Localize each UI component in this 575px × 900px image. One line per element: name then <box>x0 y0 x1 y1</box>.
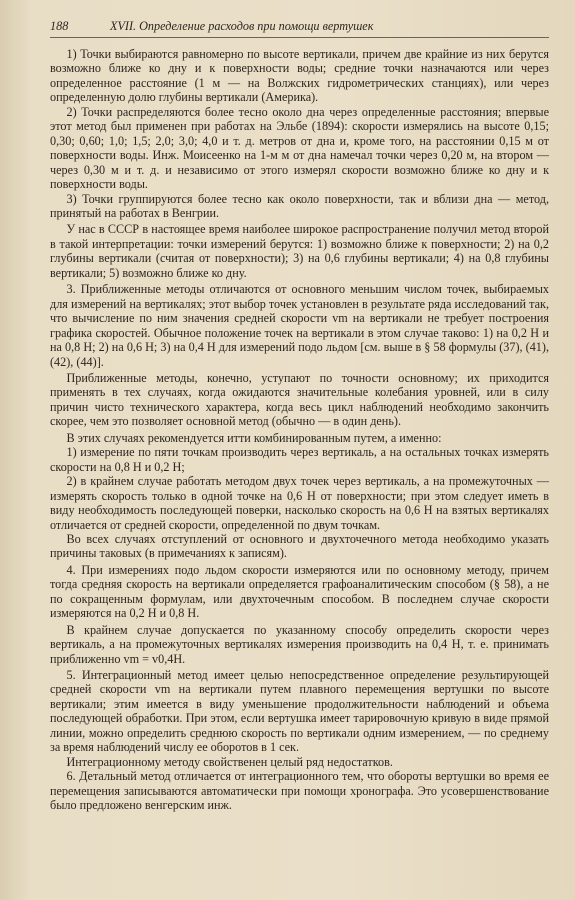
paragraph: 2) Точки распределяются более тесно около дна через определенные расстояния; впервые этот метод был применен при работах на Эльбе (1894): скорости измерялись на высоте 0,15; 0,30; 0,60; 1,0; 1,5; 2,0; 3,0; 4,0 и т. д. метров от дна и, кроме того, на расстоянии 0,15 м от поверхности воды. Инж. Моисеенко на 1-м м от дна намечал точки через 0,20 м, на втором — через 0,30 м и т. д. и независимо от этого измерял скорости возможно ближе ко дну и к поверхности воды. <box>50 104 549 192</box>
list-item: 1) измерение по пяти точкам производить через вертикаль, а на остальных точках измерять скорости на 0,8 H и 0,2 H; <box>50 445 549 474</box>
paragraph: 3) Точки группируются более тесно как около поверхности, так и вблизи дна — метод, принятый на работах в Венгрии. <box>50 191 549 220</box>
paragraph: Интеграционному методу свойственен целый ряд недостатков. <box>66 754 393 769</box>
running-title: XVII. Определение расходов при помощи вертушек <box>110 19 374 33</box>
paragraph: В крайнем случае допускается по указанному способу определить скорости через вертикаль, а на промежуточных вертикалях измерения производить на 0,4 H, т. е. принимать приближенно vm = v0,4H. <box>50 622 549 666</box>
paragraph: В этих случаях рекомендуется итти комбинированным путем, а именно: <box>66 430 442 445</box>
section-detailed-method: 6. Детальный метод отличается от интеграционного тем, что обороты вертушки во время ее перемещения записываются автоматически при помощи хронографа. Это усовершенствование было предложено венгерским инж. <box>50 769 549 813</box>
list-item: 2) в крайнем случае работать методом двух точек через вертикаль, а на промежуточных — измерять скорость только в одной точке на 0,6 H от поверхности; при этом следует иметь в виду необходимость последующей поверки, насколько скорость на 0,6 H на взятых вертикалях отличается от средней скорости, определенной по двум точкам. <box>50 474 549 532</box>
page-number: 188 <box>50 19 69 33</box>
section-under-ice: 4. При измерениях подо льдом скорости измеряются или по основному методу, причем тогда средняя скорость на вертикали определяется графоаналитическим способом (§ 58), а не по сокращенным формулам, или двухточечным способом. В последнем случае скорости измеряются на 0,2 H и 0,8 H. <box>50 562 549 621</box>
paragraph: Приближенные методы, конечно, уступают по точности основному; их приходится применять в тех случаях, когда ожидаются значительные колебания уровней, или в силу причин чисто технического характера, когда весь цикл наблюдений необходимо закончить скорее, чем это позволяет основной метод (обычно — в один день). <box>50 370 549 429</box>
paragraph: Во всех случаях отступлений от основного и двухточечного метода необходимо указать причины таковых (в примечаниях к записям). <box>50 531 549 561</box>
paragraph: 1) Точки выбираются равномерно по высоте вертикали, причем две крайние из них берутся возможно ближе ко дну и к поверхности воды; средние точки назначаются или через определенное расстояние (1 м — на Волжских гидрометрических станциях), или через определенную долю глубины вертикали (Америка). <box>50 47 549 105</box>
section-approximate-methods: 3. Приближенные методы отличаются от основного меньшим числом точек, выбираемых для измерений на вертикалях; этот выбор точек установлен в результате ряда исследований так, что вычисление по ним значения средней скорости vm на вертикали не требует построения графика скоростей. Обычное положение точек на вертикали в этом случае таково: 1) на 0,2 H и на 0,8 H; 2) на 0,6 H; 3) на 0,4 H для измерений подо льдом [см. выше в § 58 формулы (37), (41), (42), (44)]. <box>50 282 549 369</box>
page-body <box>50 47 549 813</box>
paragraph: У нас в СССР в настоящее время наиболее широкое распространение получил метод второй в такой интерпретации: точки измерений берутся: 1) возможно ближе к поверхности; 2) на 0,2 глубины вертикали (считая от поверхности); 3) на 0,6 глубины вертикали; 4) на 0,8 глубины вертикали; 5) возможно ближе ко дну. <box>50 222 549 280</box>
running-header <box>50 18 549 38</box>
section-integration-method: 5. Интеграционный метод имеет целью непосредственное определение результирующей средней скорости vm на вертикали путем плавного перемещения вертушки по высоте вертикали; этим имеется в виду уменьшение продолжительности наблюдений и объема последующей обработки. При этом, если вертушка имеет тарировочную кривую в виде прямой линии, можно определить среднюю скорость по вертикали одним измерением, — по среднему за время наблюдений числу ее оборотов в 1 сек. <box>50 668 549 755</box>
